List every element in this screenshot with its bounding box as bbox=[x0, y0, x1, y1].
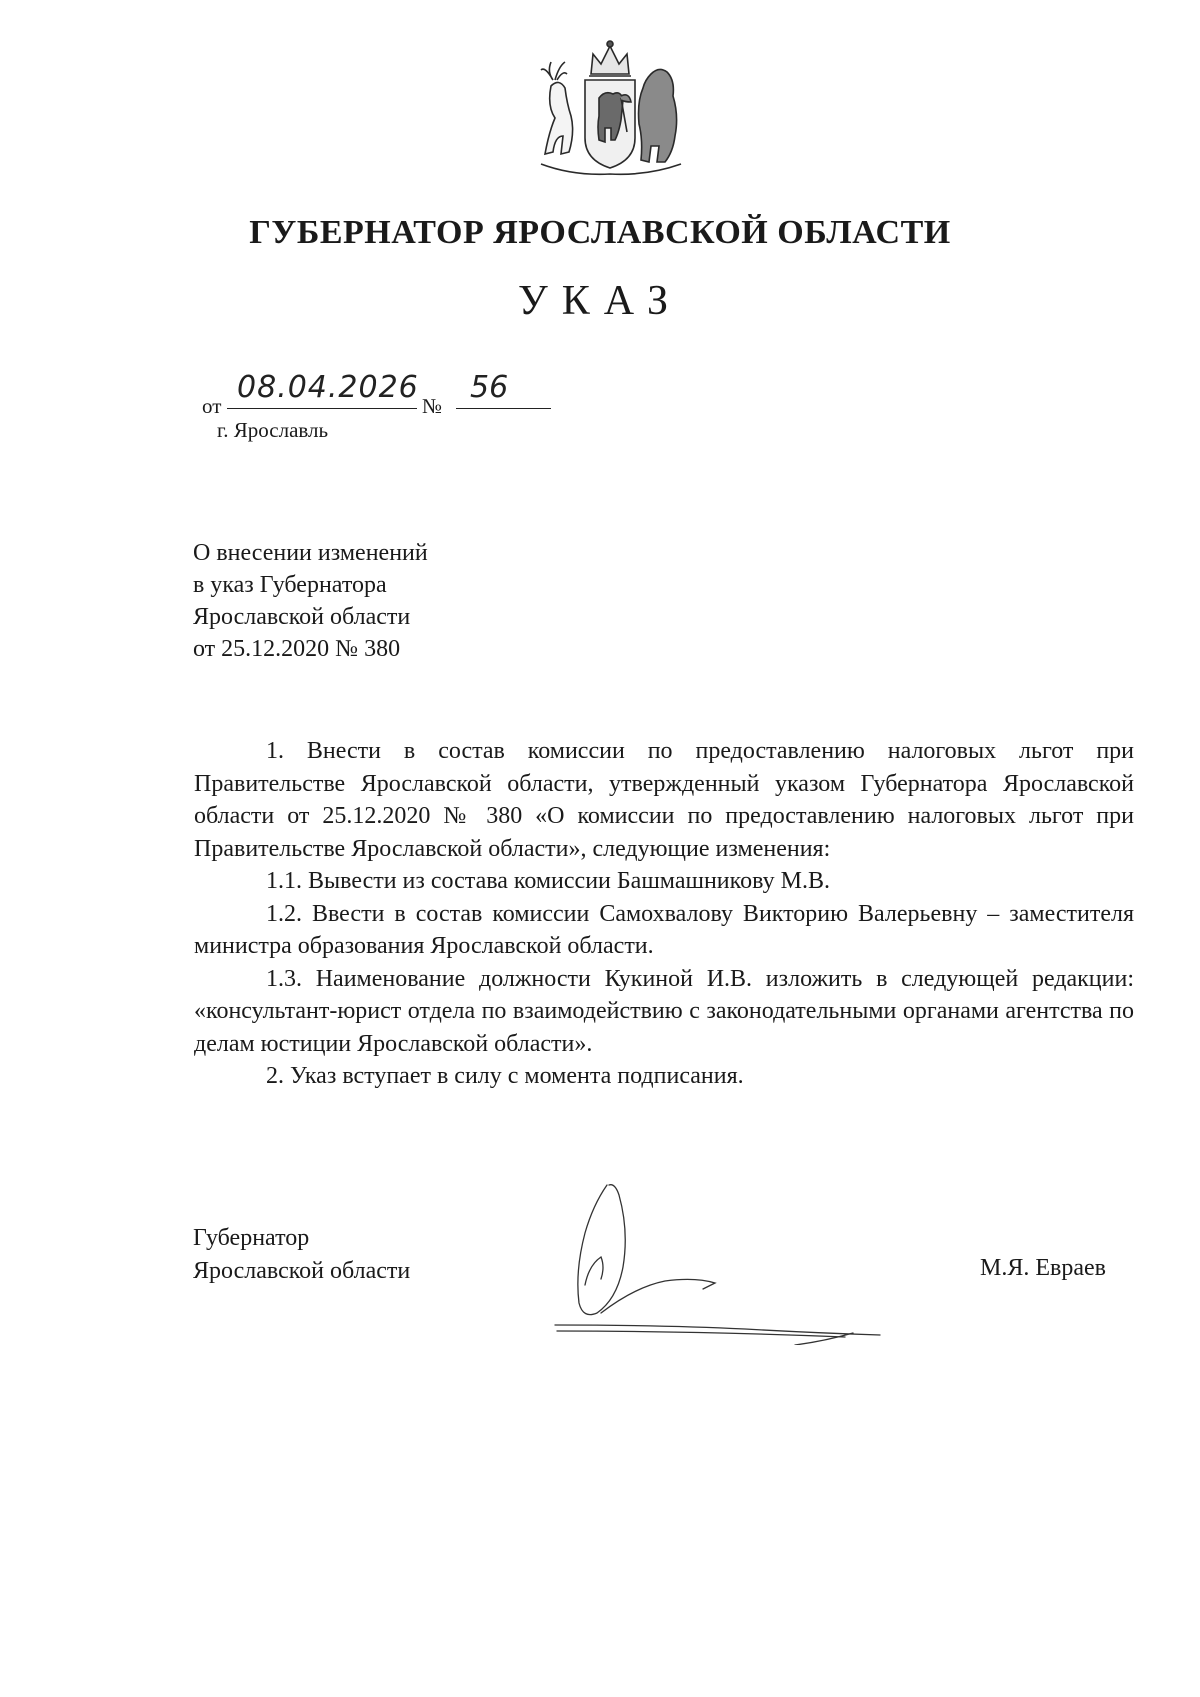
subject-line: О внесении изменений bbox=[193, 540, 428, 566]
coat-of-arms-icon bbox=[533, 36, 688, 186]
signatory-name: М.Я. Евраев bbox=[980, 1255, 1106, 1281]
subject-line: Ярославской области bbox=[193, 604, 411, 630]
body-paragraph: 2. Указ вступает в силу с момента подписания. bbox=[266, 1063, 744, 1089]
decree-subject bbox=[193, 537, 428, 665]
signatory-title-line: Губернатор bbox=[193, 1225, 310, 1251]
subject-line: в указ Губернатора bbox=[193, 572, 387, 598]
issuing-authority: ГУБЕРНАТОР ЯРОСЛАВСКОЙ ОБЛАСТИ bbox=[249, 214, 951, 251]
document-type-title: УКАЗ bbox=[517, 278, 683, 324]
date-prefix: от bbox=[202, 394, 222, 418]
decree-date: 08.04.2026 bbox=[237, 370, 419, 405]
decree-body bbox=[194, 735, 1134, 1093]
number-field bbox=[456, 370, 551, 409]
number-prefix: № bbox=[422, 394, 443, 418]
handwritten-signature bbox=[545, 1175, 905, 1345]
body-paragraph: 1.1. Вывести из состава комиссии Башмашникову М.В. bbox=[266, 868, 830, 894]
body-paragraph: 1.2. Ввести в состав комиссии Самохвалову Викторию Валерьевну – заместителя министра образования Ярославской области. bbox=[194, 900, 1134, 959]
decree-number: 56 bbox=[470, 370, 509, 405]
body-paragraph: 1. Внести в состав комиссии по предоставлению налоговых льгот при Правительстве Ярославской области, утвержденный указом Губернатора Ярославской области от 25.12.2020 № 380 «О комиссии по предоставлению налоговых льгот при Правительстве Ярославской области», следующие изменения: bbox=[194, 738, 1134, 862]
signatory-title-line: Ярославской области bbox=[193, 1258, 411, 1284]
body-paragraph: 1.3. Наименование должности Кукиной И.В. изложить в следующей редакции: «консультант-юрист отдела по взаимодействию с законодательными органами агентства по делам юстиции Ярославской области». bbox=[194, 965, 1134, 1057]
date-field bbox=[227, 370, 419, 409]
subject-line: от 25.12.2020 № 380 bbox=[193, 636, 401, 662]
signatory-title bbox=[193, 1222, 410, 1288]
city-of-issue: г. Ярославль bbox=[217, 418, 329, 442]
